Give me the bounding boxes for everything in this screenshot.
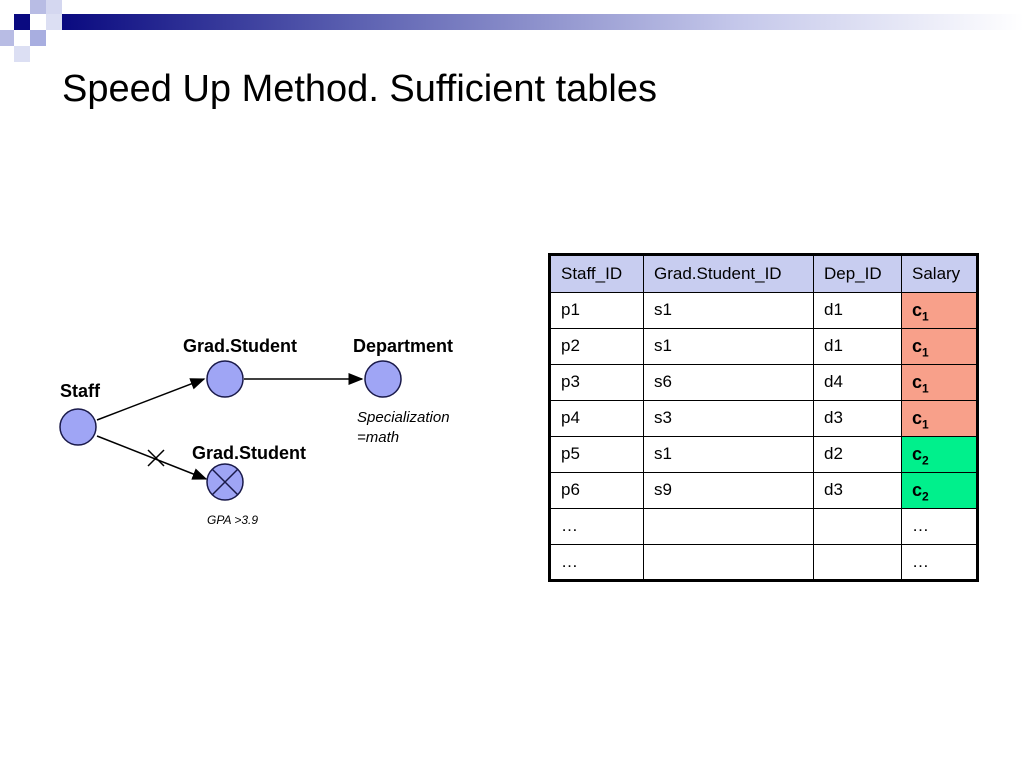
node-staff	[60, 409, 96, 445]
condition-line: Specialization	[357, 409, 450, 426]
salary-subscript: 2	[922, 453, 929, 468]
salary-value: …	[912, 516, 929, 535]
condition-specialization	[357, 408, 450, 448]
table-row	[550, 545, 978, 581]
node-grad-student-top	[207, 361, 243, 397]
table-row	[550, 437, 978, 473]
salary-subscript: 1	[922, 381, 929, 396]
salary-value: c	[912, 408, 923, 428]
cell-dep-id: d3	[814, 473, 902, 509]
salary-value: c	[912, 300, 923, 320]
salary-subscript: 1	[922, 417, 929, 432]
salary-subscript: 2	[922, 489, 929, 504]
cell-grad-student-id: s9	[644, 473, 814, 509]
cell-grad-student-id	[644, 509, 814, 545]
cell-grad-student-id: s1	[644, 437, 814, 473]
label-grad-student-top: Grad.Student	[183, 336, 298, 356]
cell-dep-id	[814, 545, 902, 581]
salary-subscript: 1	[922, 309, 929, 324]
cell-salary	[902, 365, 978, 401]
cell-dep-id: d2	[814, 437, 902, 473]
label-staff: Staff	[60, 381, 100, 401]
label-grad-student-bottom: Grad.Student	[192, 443, 307, 463]
cell-dep-id: d4	[814, 365, 902, 401]
table-row	[550, 509, 978, 545]
edge-staff-to-grad-student	[97, 379, 204, 420]
table-row	[550, 365, 978, 401]
cell-dep-id: d1	[814, 329, 902, 365]
cell-salary	[902, 437, 978, 473]
salary-subscript: 1	[922, 345, 929, 360]
cell-grad-student-id: s3	[644, 401, 814, 437]
cell-salary	[902, 545, 978, 581]
cell-grad-student-id: s1	[644, 329, 814, 365]
table-row	[550, 473, 978, 509]
cell-staff-id: p1	[550, 293, 644, 329]
header-grad-student-id: Grad.Student_ID	[644, 255, 814, 293]
cell-staff-id: p3	[550, 365, 644, 401]
cell-grad-student-id: s6	[644, 365, 814, 401]
header-dep-id: Dep_ID	[814, 255, 902, 293]
header-salary: Salary	[902, 255, 978, 293]
cell-staff-id: p2	[550, 329, 644, 365]
slide-title: Speed Up Method. Sufficient tables	[62, 68, 658, 110]
salary-value: c	[912, 444, 923, 464]
cell-dep-id: d1	[814, 293, 902, 329]
cell-grad-student-id: s1	[644, 293, 814, 329]
table-header-row	[550, 255, 978, 293]
salary-value: …	[912, 552, 929, 571]
cell-salary	[902, 293, 978, 329]
cell-staff-id: …	[550, 509, 644, 545]
cell-salary	[902, 401, 978, 437]
cell-staff-id: …	[550, 545, 644, 581]
node-department	[365, 361, 401, 397]
cell-staff-id: p6	[550, 473, 644, 509]
edge-staff-to-grad-student-cut	[97, 436, 206, 479]
cell-salary	[902, 473, 978, 509]
cell-staff-id: p5	[550, 437, 644, 473]
salary-value: c	[912, 372, 923, 392]
table-row	[550, 401, 978, 437]
label-department: Department	[353, 336, 454, 356]
condition-line: =math	[357, 429, 400, 446]
cell-dep-id: d3	[814, 401, 902, 437]
header-staff-id: Staff_ID	[550, 255, 644, 293]
cell-staff-id: p4	[550, 401, 644, 437]
condition-gpa: GPA >3.9	[207, 513, 259, 527]
table-row	[550, 329, 978, 365]
salary-value: c	[912, 336, 923, 356]
cell-grad-student-id	[644, 545, 814, 581]
salary-value: c	[912, 480, 923, 500]
cell-salary	[902, 509, 978, 545]
table-row	[550, 293, 978, 329]
cell-salary	[902, 329, 978, 365]
cell-dep-id	[814, 509, 902, 545]
sufficient-table	[548, 253, 979, 582]
